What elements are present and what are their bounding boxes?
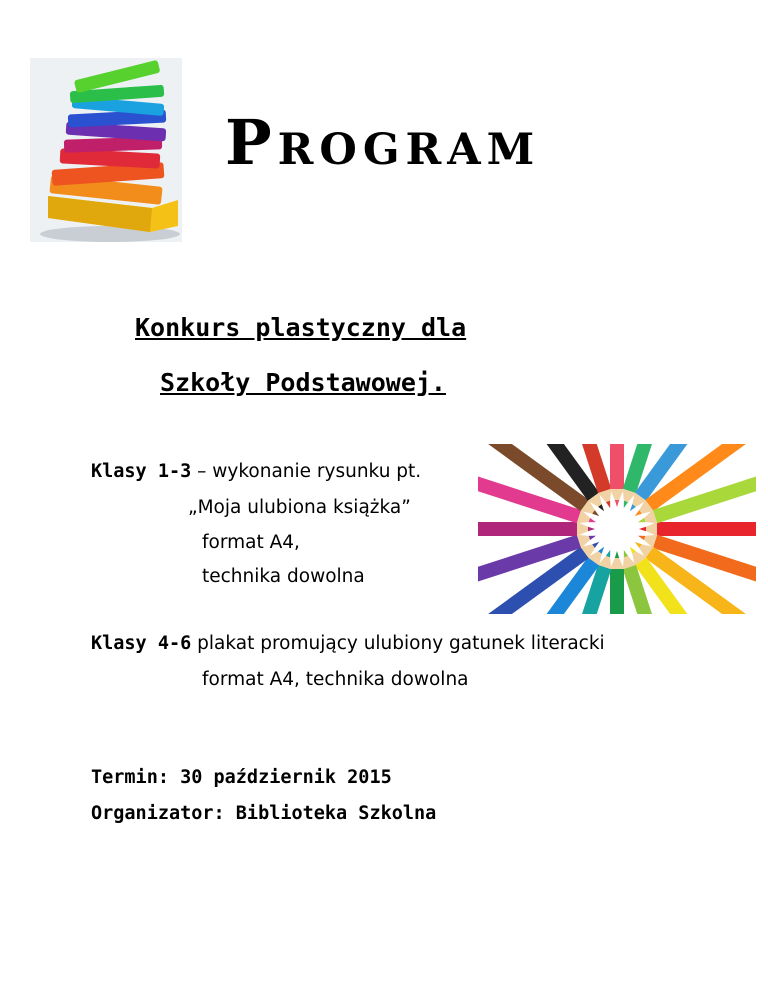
section1-label: Klasy 1-3	[91, 461, 192, 482]
section1-text: – wykonanie rysunku pt.	[191, 461, 422, 482]
section2-label: Klasy 4-6	[91, 633, 192, 654]
colored-pencils-image	[478, 444, 756, 614]
books-stack-image	[30, 58, 182, 242]
heading-line-2: Szkoły Podstawowej.	[160, 368, 446, 397]
organizer-text: Organizator: Biblioteka Szkolna	[91, 803, 437, 824]
section1-format: format A4,	[202, 532, 300, 553]
pencil	[639, 522, 756, 536]
heading-line-1: Konkurs plastyczny dla	[135, 313, 467, 342]
deadline-text: Termin: 30 październik 2015	[91, 767, 392, 788]
pencil	[478, 522, 595, 536]
section2-line	[91, 633, 605, 654]
section2-text: plakat promujący ulubiony gatunek literacki	[191, 633, 605, 654]
section1-technique: technika dowolna	[202, 566, 365, 587]
section1-quote: „Moja ulubiona książka”	[188, 497, 411, 518]
page-title: Program	[225, 106, 541, 179]
section1-line	[91, 461, 421, 482]
section2-details: format A4, technika dowolna	[202, 669, 469, 690]
